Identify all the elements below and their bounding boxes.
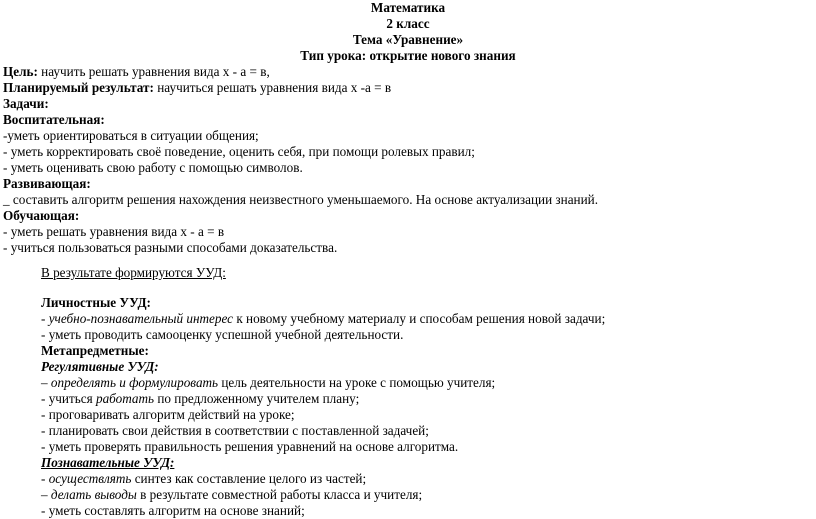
educational-item: -уметь ориентироваться в ситуации общения;	[3, 128, 259, 143]
grade-title: 2 класс	[386, 16, 430, 31]
regulatory-uud-line: - планировать свои действия в соответствии с поставленной задачей;	[41, 423, 429, 438]
teaching-heading: Обучающая:	[3, 208, 80, 223]
personal-uud-heading: Личностные УУД:	[41, 295, 151, 310]
cognitive-uud-line: - осуществлять синтез как составление целого из частей;	[41, 471, 367, 486]
italic-term: определять и формулировать	[50, 375, 219, 390]
developing-heading: Развивающая:	[3, 176, 91, 191]
cognitive-uud-line: - уметь составлять алгоритм на основе знаний;	[41, 503, 305, 518]
teaching-item: - учиться пользоваться разными способами доказательства.	[3, 240, 338, 255]
goal-line	[3, 64, 270, 80]
teaching-item: - уметь решать уравнения вида х - а = в	[3, 224, 225, 239]
result-label: Планируемый результат:	[3, 80, 154, 95]
uud-intro: В результате формируются УУД:	[41, 265, 226, 280]
regulatory-uud-heading: Регулятивные УУД:	[41, 359, 159, 374]
educational-heading: Воспитательная:	[3, 112, 105, 127]
personal-uud-line: - учебно-познавательный интерес к новому учебному материалу и способам решения новой задачи;	[41, 311, 606, 326]
italic-term: учебно-познавательный интерес	[48, 311, 234, 326]
tasks-heading: Задачи:	[3, 96, 49, 111]
cognitive-uud-heading: Познавательные УУД:	[41, 455, 175, 470]
regulatory-uud-line: - уметь проверять правильность решения уравнений на основе алгоритма.	[41, 439, 459, 454]
educational-item: - уметь корректировать своё поведение, оценить себя, при помощи ролевых правил;	[3, 144, 475, 159]
regulatory-uud-line: – определять и формулировать цель деятельности на уроке с помощью учителя;	[41, 375, 496, 390]
italic-term: осуществлять	[48, 471, 132, 486]
result-line	[3, 80, 391, 96]
result-text: научиться решать уравнения вида х -а = в	[153, 80, 392, 95]
regulatory-uud-line: - учиться работать по предложенному учителем плану;	[41, 391, 360, 406]
cognitive-uud-line: – делать выводы в результате совместной работы класса и учителя;	[41, 487, 423, 502]
italic-term: делать выводы	[50, 487, 137, 502]
italic-term: работать	[95, 391, 155, 406]
goal-label: Цель:	[3, 64, 38, 79]
developing-item: _ составить алгоритм решения нахождения неизвестного уменьшаемого. На основе актуализации знаний.	[3, 192, 599, 207]
personal-uud-line: - уметь проводить самооценку успешной учебной деятельности.	[41, 327, 404, 342]
topic-title: Тема «Уравнение»	[352, 32, 464, 47]
goal-text: научить решать уравнения вида х - а = в,	[37, 64, 270, 79]
lesson-type-title: Тип урока: открытие нового знания	[300, 48, 516, 63]
educational-item: - уметь оценивать свою работу с помощью символов.	[3, 160, 303, 175]
regulatory-uud-line: - проговаривать алгоритм действий на уроке;	[41, 407, 295, 422]
subject-title: Математика	[370, 0, 446, 15]
meta-heading: Метапредметные:	[41, 343, 149, 358]
